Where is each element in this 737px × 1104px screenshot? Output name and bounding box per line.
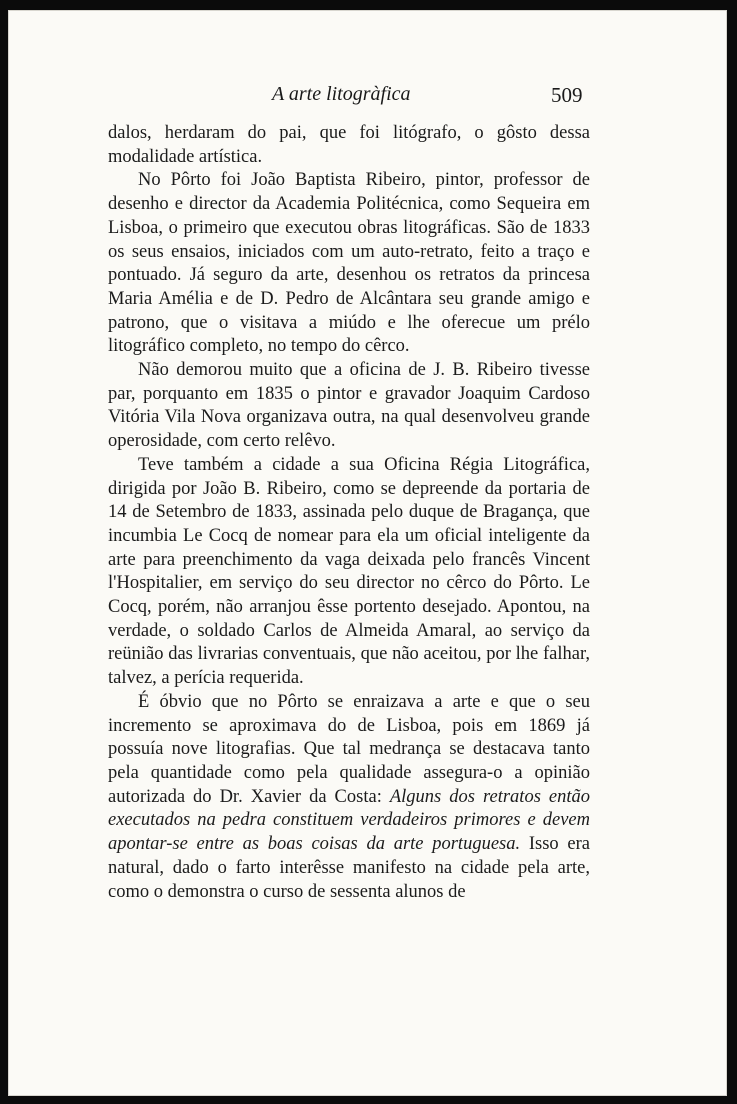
running-title: A arte litogràfica bbox=[272, 83, 411, 105]
paragraph-incremento-porto bbox=[108, 691, 590, 904]
paragraph-text-before-quote: É óbvio que no Pôrto se enraizava a arte e que o seu incremento se aproximava do de Lisboa, pois em 1869 já possuía nove litografias. Que tal medrança se destacava tanto pela quantidade como pela qualidade assegura-o a opinião autorizada do Dr. Xavier da Costa: bbox=[108, 691, 590, 807]
paragraph-text-after-quote: Isso era natural, dado o farto interêsse manifesto na cidade pela arte, como o demonstra o curso de sessenta alunos de bbox=[108, 834, 590, 902]
paragraph-continuation: dalos, herdaram do pai, que foi litógrafo, o gôsto dessa modalidade artística. bbox=[108, 123, 590, 167]
paragraph-oficina-ribeiro: Não demorou muito que a oficina de J. B. Ribeiro tivesse par, porquanto em 1835 o pintor e gravador Joaquim Cardoso Vitória Vila Nova organizava outra, na qual desenvolveu grande operosidade, com certo relêvo. bbox=[108, 360, 590, 452]
italic-quote: Alguns dos retratos então executados na pedra constituem verdadeiros primores e devem apontar-se entre as boas coisas da arte portuguesa. bbox=[108, 786, 591, 855]
paragraph-joao-baptista-ribeiro: No Pôrto foi João Baptista Ribeiro, pintor, professor de desenho e director da Academia Politécnica, como Sequeira em Lisboa, o primeiro que executou obras litográficas. São de 1833 os seus ensaios, iniciados com um auto-retrato, feito a traço e pontuado. Já seguro da arte, desenhou os retratos da princesa Maria Amélia e de D. Pedro de Alcântara seu grande amigo e patrono, que o visitava a miúdo e lhe oferecue um prélo litográfico completo, no tempo do cêrco. bbox=[108, 170, 590, 357]
page-header bbox=[8, 83, 727, 113]
body-text bbox=[108, 122, 590, 904]
paragraph-oficina-regia: Teve também a cidade a sua Oficina Régia Litográfica, dirigida por João B. Ribeiro, como se depreende da portaria de 14 de Setembro de 1833, assinada pelo duque de Bragança, que incumbia Le Cocq de nomear para ela um oficial inteligente da arte para preenchimento da vaga deixada pelo francês Vincent l'Hospitalier, em serviço do seu director no cêrco do Pôrto. Le Cocq, porém, não arranjou êsse portento desejado. Apontou, na verdade, o soldado Carlos de Almeida Amaral, ao serviço da reünião das livrarias conventuais, que não aceitou, por lhe falhar, talvez, a perícia requerida. bbox=[108, 454, 590, 689]
book-page bbox=[8, 10, 727, 1096]
page-number: 509 bbox=[551, 83, 583, 107]
